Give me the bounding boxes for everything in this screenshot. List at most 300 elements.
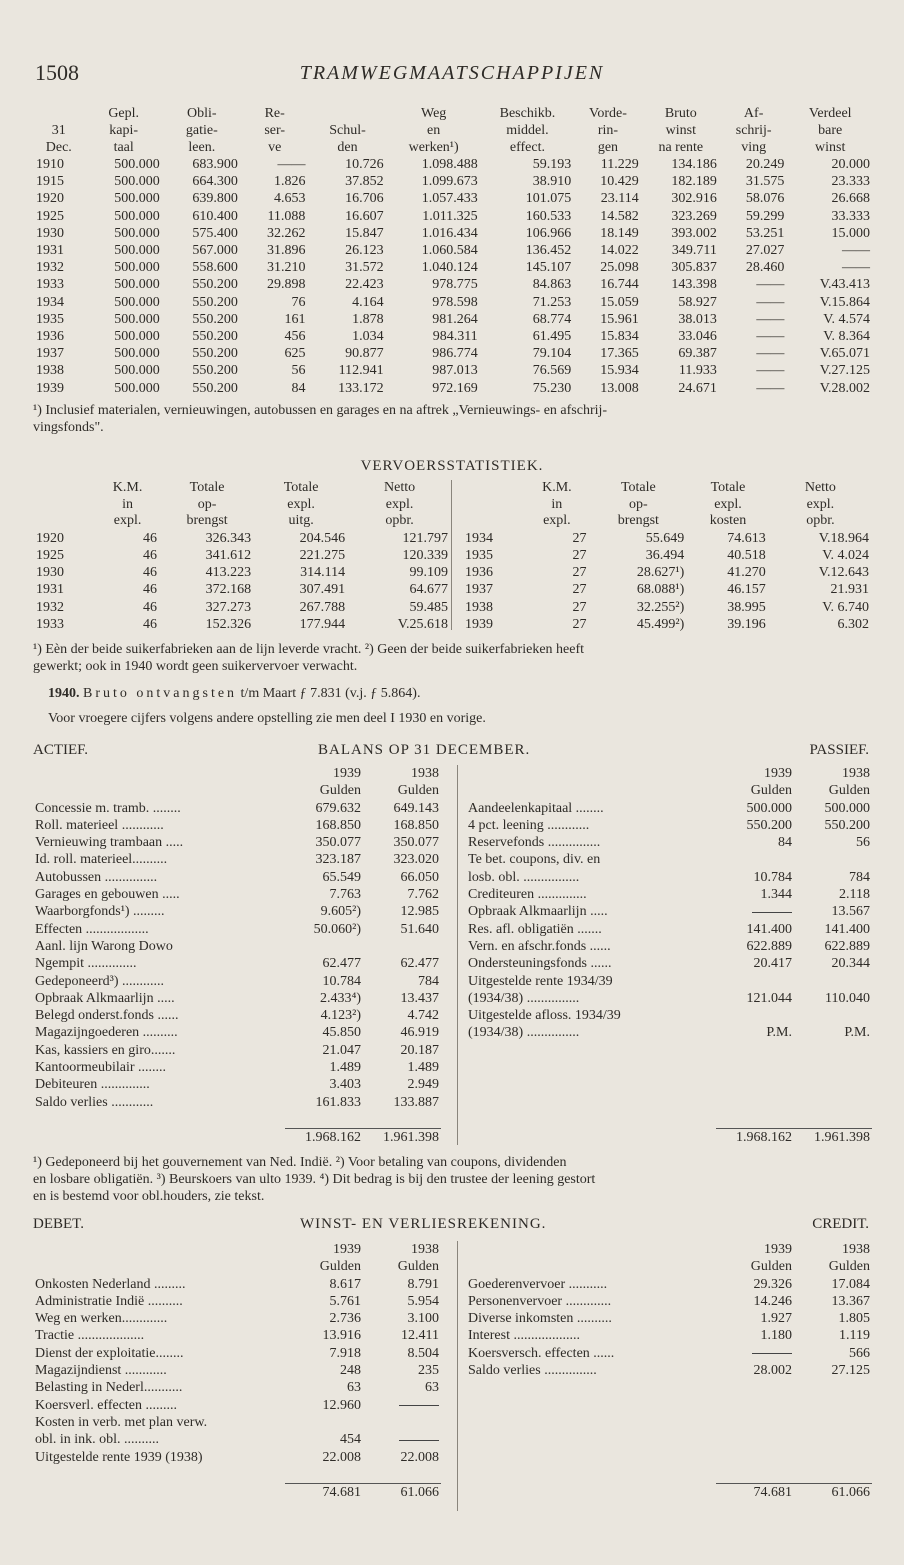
table-row [462,564,872,581]
page-title: TRAMWEGMAATSCHAPPIJEN [299,62,605,84]
table-cell: 4.164 [352,294,384,310]
table-cell: 27 [572,530,587,546]
table-cell: 36.494 [645,547,685,563]
table-cell: 141.400 [746,921,792,937]
table-cell: —— [277,157,306,172]
row-year: 1934 [465,530,493,546]
column-header: Beschikb. middel. effect. [499,106,556,155]
row-label: Belegd onderst.fonds ...... [35,1008,179,1024]
footnote-line: ¹) Gedeponeerd bij het gouvernement van Ned. Indië. ²) Voor betaling van coupons, dividenden [33,1155,567,1170]
table-cell: 16.607 [345,208,384,224]
row-year: 1935 [36,311,64,327]
table-cell: 152.326 [205,616,252,632]
row-label: Tractie ................... [35,1328,145,1344]
table-cell: 567.000 [192,243,238,259]
row-year: 1931 [36,582,64,598]
table-cell: 550.200 [192,311,238,327]
table-row [33,921,441,938]
table-row [33,834,441,851]
table-cell: 61.495 [532,329,572,345]
row-label: Ondersteuningsfonds ...... [468,956,612,972]
table-cell: 177.944 [299,616,346,632]
column-header: 31 Dec. [45,123,72,155]
spacer-cell [794,1076,872,1093]
table-cell: 133.887 [393,1094,439,1110]
table-cell: P.M. [766,1025,792,1041]
table-cell: 307.491 [299,582,346,598]
table-cell: 500.000 [114,294,160,310]
table-cell: 63 [425,1380,439,1396]
total-cell: 1.968.162 [716,1128,794,1146]
row-label: Interest ................... [468,1328,580,1344]
table-row [33,547,451,564]
table-cell: 11.088 [267,208,306,224]
table-cell [285,938,363,955]
table-row [33,530,451,547]
table-cell: 12.960 [322,1397,361,1413]
table-row [33,1327,441,1344]
table-cell: 500.000 [114,208,160,224]
table-cell: 683.900 [192,157,238,172]
spacer-cell [794,1466,872,1483]
table-cell: 16.744 [600,277,639,293]
column-header: Vorde- rin- gen [589,106,627,155]
spacer-cell [716,1449,794,1466]
year-header: 1939 [333,766,361,781]
row-label: Diverse inkomsten .......... [468,1311,612,1327]
table-row [466,1345,872,1362]
table-cell: —— [756,329,785,345]
column-header [462,480,524,530]
table-cell: 326.343 [205,530,252,546]
spacer-cell [716,1431,794,1448]
row-year: 1925 [36,208,64,224]
table-cell: 639.800 [192,191,238,207]
table-cell: 9.605²) [320,904,361,920]
table-cell: 23.333 [831,174,870,190]
year-header: 1939 [333,1242,361,1257]
table-cell: 18.149 [600,225,639,241]
table-cell: 1.040.124 [421,260,478,276]
table-row [33,1362,441,1379]
table-cell: 136.452 [525,243,572,259]
column-header: Totale op- brengst [617,480,659,528]
table-row [466,921,872,938]
table-cell: 1.119 [839,1328,870,1344]
table-cell: 41.270 [727,565,766,581]
table-cell: 15.000 [831,225,870,241]
column-header [33,480,95,530]
table-cell: 784 [849,869,870,885]
row-label: Effecten .................. [35,921,149,937]
footnote-line: ¹) Eèn der beide suikerfabrieken aan de lijn leverde vracht. ²) Geen der beide suikerfabrieken heeft [33,642,585,657]
table-cell: 1.927 [760,1311,792,1327]
row-label: Koersversch. effecten ...... [468,1345,615,1361]
table-cell: 31.575 [745,174,785,190]
winst-title: WINST- EN VERLIESREKENING. [300,1216,547,1232]
spacer-cell [716,1414,794,1431]
table-cell: V.18.964 [818,530,869,546]
spacer-row [466,1414,872,1431]
spacer-row [466,1449,872,1466]
table-cell: 56 [856,835,870,851]
table-cell: 11.933 [678,363,717,379]
table-cell: 1.826 [273,174,306,190]
table-row [33,259,873,276]
total-cell: 1.968.162 [285,1128,363,1146]
unit-header: Gulden [397,1259,439,1275]
table-cell: 10.726 [345,157,384,172]
table-row [33,817,441,834]
unit-header-row [466,782,872,799]
table-row [33,1024,441,1041]
total-row [466,1128,872,1146]
table-row [466,817,872,834]
table-cell: 1.489 [329,1060,361,1076]
table-cell: V.28.002 [819,380,870,396]
row-year: 1936 [465,565,493,581]
table-row [33,294,873,311]
table-cell: 27 [572,616,587,632]
table-cell: 500.000 [114,174,160,190]
table-cell: 29.326 [753,1276,792,1292]
table-row [466,973,872,990]
spacer-cell [363,1466,441,1483]
row-label: (1934/38) ............... [468,1025,580,1041]
row-year: 1925 [36,547,64,563]
table-cell: V.25.618 [397,616,448,632]
total-row [33,1128,441,1146]
debet-label: DEBET. [33,1216,84,1232]
table-cell: 21.047 [322,1042,361,1058]
vervoer-footnote [33,641,873,675]
table-cell: 22.008 [400,1449,439,1465]
table-cell: 13.008 [600,380,639,396]
vervoer-table-right [462,480,872,633]
table-cell: 978.598 [432,294,478,310]
table-cell: 51.640 [400,921,439,937]
column-header: K.M. in expl. [112,480,143,528]
table-cell: 99.109 [409,565,448,581]
table-cell [716,973,794,990]
table-cell: 27.125 [831,1363,870,1379]
table-cell: 58.927 [678,294,717,310]
table-cell: 20.187 [400,1042,439,1058]
table-cell: 168.850 [393,817,439,833]
spacer-cell [33,1258,285,1275]
table-row [462,616,872,633]
row-label: Vernieuwing trambaan ..... [35,835,184,851]
total-row [33,1483,441,1501]
unit-header: Gulden [750,1259,792,1275]
table-cell: 1.805 [838,1311,870,1327]
row-label: 4 pct. leening ............ [468,817,590,833]
debet-table [33,1241,441,1501]
table-cell: 37.852 [345,174,384,190]
spacer-cell [33,1241,285,1258]
table-cell: 314.114 [300,565,346,581]
table-cell: 500.000 [114,380,160,396]
total-cell: 61.066 [363,1483,441,1501]
table-cell: 26.668 [831,191,870,207]
row-year: 1930 [36,565,64,581]
table-cell [716,903,794,920]
table-cell: 64.677 [409,582,448,598]
table-cell: 13.437 [400,990,439,1006]
table-row [33,1345,441,1362]
table-row [33,973,441,990]
page-header [35,60,869,90]
table-cell: 15.961 [600,311,639,327]
table-cell: 33.046 [678,329,717,345]
table-cell: 10.784 [322,973,361,989]
table-cell: 20.344 [831,956,870,972]
table-cell: 182.189 [671,174,717,190]
table-row [33,380,873,397]
spacer-row [33,1111,441,1128]
page-number: 1508 [35,60,79,85]
table-cell: 112.941 [338,363,384,379]
table-cell: 84.863 [532,277,572,293]
table-cell: 17.365 [600,346,639,362]
table-cell: 625 [284,346,306,362]
unit-header: Gulden [319,783,361,799]
row-year: 1932 [36,599,64,615]
year-header: 1939 [764,766,792,781]
main-table-body [33,156,873,397]
footnote-line: vingsfonds". [33,420,104,435]
table-cell: 7.763 [329,887,361,903]
row-label: Personenvervoer ............. [468,1293,612,1309]
spacer-row [466,1076,872,1093]
table-cell: 12.985 [400,904,439,920]
row-year: 1937 [36,346,64,362]
spacer-cell [33,1466,285,1483]
table-cell: 12.411 [401,1328,439,1344]
column-header: Totale expl. uitg. [283,480,319,528]
table-cell: 38.013 [678,311,717,327]
row-label: Te bet. coupons, div. en [468,852,601,868]
table-cell: 323.187 [315,852,361,868]
table-row [466,1310,872,1327]
row-year: 1939 [465,616,493,632]
row-label: Belasting in Nederl........... [35,1380,183,1396]
table-cell: 84 [778,835,792,851]
column-header: K.M. in expl. [542,480,572,528]
table-row [33,1431,441,1448]
table-cell: 349.711 [671,243,717,259]
table-cell: 13.916 [322,1328,361,1344]
table-cell: 204.546 [299,530,346,546]
spacer-row [466,1397,872,1414]
table-cell: 4.653 [273,191,306,207]
table-cell: —— [756,363,785,379]
year-header: 1938 [411,1242,439,1257]
table-cell: 46 [143,616,158,632]
table-cell: 32.262 [266,225,306,241]
table-row [33,955,441,972]
table-cell: 32.255²) [636,599,685,615]
table-cell: 558.600 [192,260,238,276]
table-cell: 143.398 [671,277,717,293]
spacer-cell [466,1128,716,1146]
row-label: Onkosten Nederland ......... [35,1276,186,1292]
table-cell: V. 4.574 [823,311,870,327]
table-cell: 4.123²) [320,1008,361,1024]
passief-label: PASSIEF. [809,742,869,758]
row-year: 1939 [36,380,64,396]
table-cell [794,1007,872,1024]
table-cell: 15.847 [345,225,384,241]
table-cell: 4.742 [407,1008,439,1024]
spacer-cell [466,782,716,799]
table-cell: 550.200 [192,380,238,396]
row-year: 1938 [465,599,493,615]
table-cell: 21.931 [830,582,869,598]
table-cell: 3.100 [407,1311,439,1327]
table-row [466,1362,872,1379]
table-cell: 56 [291,363,306,379]
table-cell [716,851,794,868]
spacer-cell [363,1111,441,1128]
table-cell: V.43.413 [819,277,870,293]
table-cell: 145.107 [525,260,572,276]
footnote-line: en losbare obligatiën. ³) Beurskoers van ulto 1939. ⁴) Dit bedrag is bij den trustee der leening gestort [33,1172,596,1187]
table-row [33,208,873,225]
table-row [33,311,873,328]
table-cell: 168.850 [315,817,361,833]
table-cell: 305.837 [671,260,717,276]
total-cell: 1.961.398 [794,1128,872,1146]
table-row [466,1024,872,1041]
table-cell: 664.300 [192,174,238,190]
main-table-footnote [33,402,873,436]
table-cell: 1.180 [760,1328,792,1344]
table-row [466,938,872,955]
table-cell: 500.000 [824,800,870,816]
table-cell: 323.269 [671,208,717,224]
table-row [33,886,441,903]
table-row [33,156,873,173]
table-cell: 14.582 [600,208,639,224]
spacer-cell [466,1094,716,1111]
table-cell: 15.059 [600,294,639,310]
table-cell: 65.549 [322,869,361,885]
spacer-row [466,1111,872,1128]
table-cell: 161 [284,311,306,327]
table-cell [363,1414,441,1431]
table-cell: 2.118 [839,887,870,903]
table-cell: 500.000 [114,277,160,293]
spacer-cell [716,1379,794,1396]
spacer-row [466,1379,872,1396]
table-cell: —— [842,243,870,259]
column-header: Obli- gatie- leen. [185,106,218,155]
table-cell [363,1397,441,1414]
column-header: Re- ser- ve [264,106,286,155]
table-cell: 14.022 [600,243,639,259]
table-cell: 984.311 [432,329,478,345]
spacer-cell [716,1397,794,1414]
table-cell [285,1414,363,1431]
spacer-cell [33,782,285,799]
row-label: Administratie Indië .......... [35,1293,183,1309]
spacer-cell [716,1466,794,1483]
table-cell: 221.275 [299,547,346,563]
spacer-cell [794,1449,872,1466]
table-row [33,242,873,259]
table-cell: 456 [284,329,306,345]
table-row [33,276,873,293]
table-cell: 24.671 [678,380,717,396]
table-cell: 1.878 [352,311,384,327]
table-cell: —— [756,380,785,396]
table-cell: 679.632 [315,800,361,816]
table-row [33,599,451,616]
table-cell: 45.850 [322,1025,361,1041]
spacer-cell [466,1483,716,1501]
spacer-cell [466,1449,716,1466]
table-cell: 16.706 [345,191,384,207]
table-cell: 53.251 [745,225,785,241]
table-cell: 986.774 [432,346,478,362]
actief-label: ACTIEF. [33,742,89,758]
table-cell: 63 [347,1380,361,1396]
balans-title: BALANS OP 31 DECEMBER. [318,742,531,758]
spacer-row [466,1094,872,1111]
row-year: 1920 [36,191,64,207]
year-header-row [466,765,872,782]
table-cell: —— [756,346,785,362]
table-cell: 33.333 [831,208,870,224]
table-row [33,190,873,207]
spacer-cell [716,1111,794,1128]
table-cell: 160.533 [525,208,572,224]
table-cell: 500.000 [114,243,160,259]
row-label: Uitgestelde rente 1934/39 [468,973,613,989]
table-row [33,1094,441,1111]
row-label: Crediteuren .............. [468,887,587,903]
row-label: Uitgestelde rente 1939 (1938) [35,1449,203,1465]
spacer-cell [285,1466,363,1483]
table-cell: 29.898 [266,277,306,293]
balans-footnote [33,1154,873,1205]
table-row [33,1414,441,1431]
vervoer-title: VERVOERSSTATISTIEK. [360,458,544,474]
row-label: Concessie m. tramb. ........ [35,800,181,816]
table-cell: 76.569 [532,363,572,379]
table-cell: 28.460 [745,260,785,276]
table-cell [716,1007,794,1024]
table-cell: 110.040 [825,990,870,1006]
table-row [33,173,873,190]
row-year: 1932 [36,260,64,276]
spacer-cell [794,1414,872,1431]
spacer-cell [466,1379,716,1396]
table-cell: 161.833 [315,1094,361,1110]
table-cell: 59.485 [409,599,448,615]
actief-table [33,765,441,1146]
table-cell: 500.000 [114,260,160,276]
table-cell: 14.246 [753,1293,792,1309]
table-cell: 90.877 [345,346,384,362]
row-label: Debiteuren .............. [35,1077,150,1093]
row-year: 1936 [36,329,64,345]
spacer-row [466,1059,872,1076]
table-cell: 1.489 [407,1060,439,1076]
table-row [33,938,441,955]
main-table-header [33,105,873,156]
